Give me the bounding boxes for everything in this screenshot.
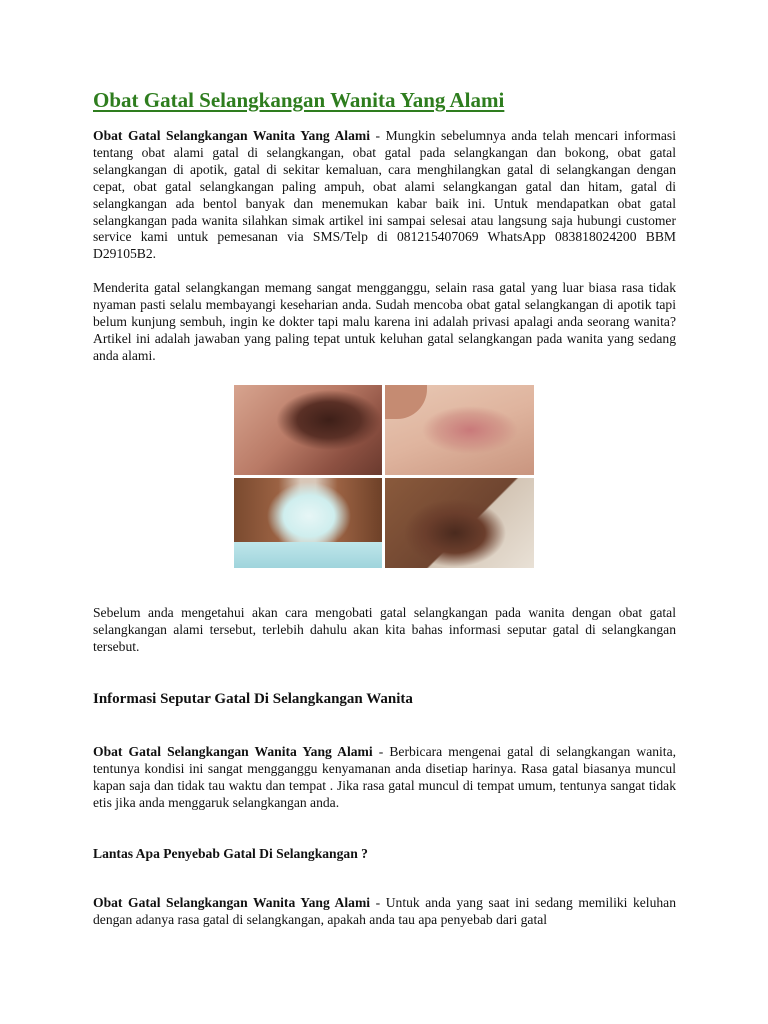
symptom-photo-grid [234,385,535,569]
section-heading-info: Informasi Seputar Gatal Di Selangkangan Wanita [93,691,413,707]
info-text: - Berbicara mengenai gatal di selangkangan wanita, tentunya kondisi ini sangat mengganggu kenyamanan anda disetiap harinya. Rasa gatal biasanya muncul kapan saja dan tidak tau waktu dan tempat . Jika rasa gatal muncul di tempat umum, tentunya sangat tidak etis jika anda menggaruk selangkangan anda. [93,744,677,810]
groin-rash-photo-2 [385,385,534,475]
intro-text: - Mungkin sebelumnya anda telah mencari informasi tentang obat alami gatal di selangkangan, obat gatal pada selangkangan dan bokong, obat gatal selangkangan di apotik, gatal di sekitar kemaluan, cara menghilangkan gatal di selangkangan dengan cepat, obat gatal selangkangan paling ampuh, obat alami selangkangan gatal dan hitam, gatal di selangkangan ada bentol banyak dan menemukan kabar baik ini. Untuk mendapatkan obat gatal selangkangan pada wanita silahkan simak artikel ini sampai selesai atau langsung saja hubungi customer service kami untuk pemesanan via SMS/Telp di 081215407069 WhatsApp 083818024200 BBM D29105B2. [93,128,676,262]
groin-rash-photo-4 [385,478,534,568]
groin-rash-photo-3 [234,478,382,568]
intro-paragraph [93,128,676,263]
cause-text: - Untuk anda yang saat ini sedang memiliki keluhan dengan adanya rasa gatal di selangkangan, apakah anda tau apa penyebab dari gatal [93,895,676,927]
groin-rash-photo-1 [234,385,382,475]
problem-paragraph: Menderita gatal selangkangan memang sangat mengganggu, selain rasa gatal yang luar biasa rasa tidak nyaman pasti selalu membayangi keseharian anda. Sudah mencoba obat gatal selangkangan di apotik tapi belum kunjung sembuh, ingin ke dokter tapi malu karena ini adalah privasi apalagi anda seorang wanita? Artikel ini adalah jawaban yang paling tepat untuk keluhan gatal selangkangan pada wanita yang sedang anda alami. [93,280,676,363]
section-heading-cause: Lantas Apa Penyebab Gatal Di Selangkangan ? [93,846,368,861]
transition-paragraph: Sebelum anda mengetahui akan cara mengobati gatal selangkangan pada wanita dengan obat gatal selangkangan alami tersebut, terlebih dahulu akan kita bahas informasi seputar gatal di selangkangan tersebut. [93,605,676,654]
intro-lead: Obat Gatal Selangkangan Wanita Yang Alami [93,128,370,143]
cause-lead: Obat Gatal Selangkangan Wanita Yang Alami [93,895,371,910]
cause-paragraph [93,895,676,929]
info-paragraph [93,744,676,812]
info-lead: Obat Gatal Selangkangan Wanita Yang Alami [93,744,373,759]
article-title[interactable]: Obat Gatal Selangkangan Wanita Yang Alami [93,88,505,112]
